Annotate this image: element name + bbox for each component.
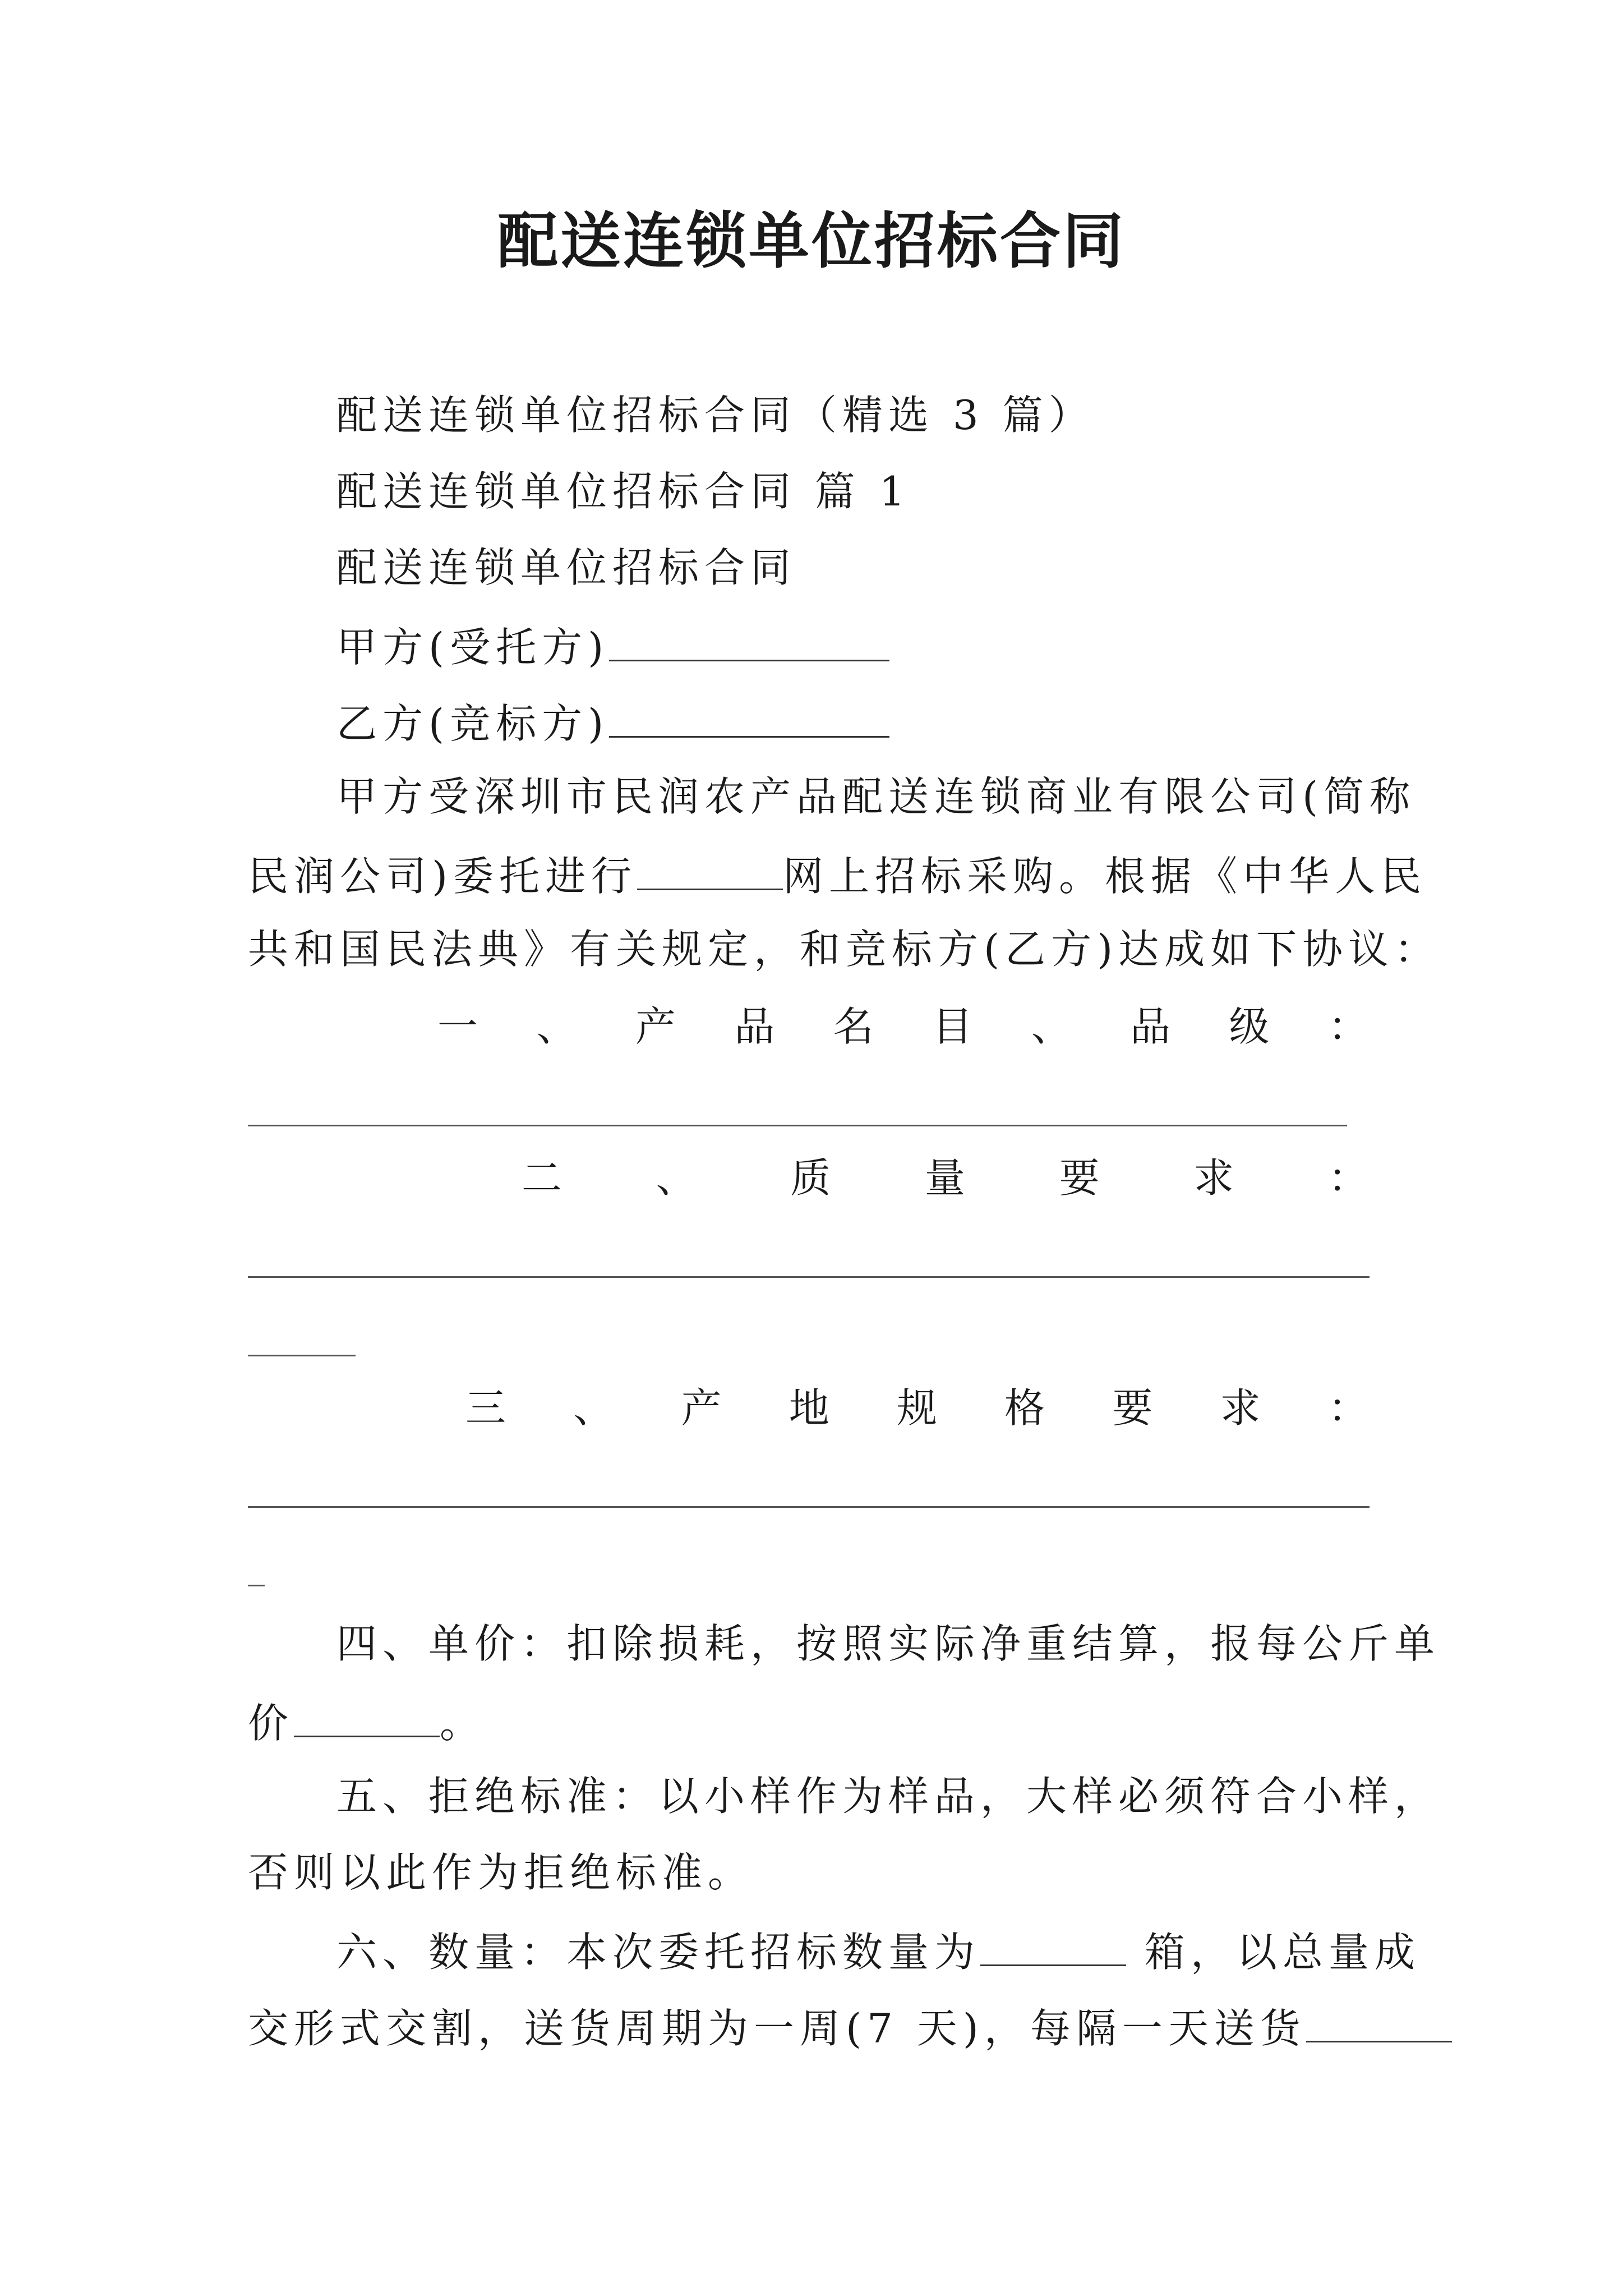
section-4-line-1: 四、单价：扣除损耗，按照实际净重结算，报每公斤单 bbox=[336, 1620, 1441, 1667]
section-4-line-2 bbox=[248, 1692, 486, 1751]
section-6-line-2 bbox=[248, 1997, 1452, 2056]
s2-heading-char: 求 bbox=[1193, 1154, 1234, 1202]
chapter-heading: 配送连锁单位招标合同 篇 1 bbox=[336, 468, 911, 515]
section-3-blank-line[interactable] bbox=[248, 1506, 1370, 1508]
project-blank[interactable] bbox=[637, 845, 783, 890]
section-2-blank-line-cont[interactable] bbox=[248, 1355, 356, 1356]
section-6-delivery-text: 交形式交割，送货周期为一周(7 天)，每隔一天送货 bbox=[248, 2005, 1306, 2052]
s1-heading-char: 目 bbox=[932, 1003, 973, 1050]
s2-heading-char: 要 bbox=[1059, 1154, 1100, 1202]
party-b-blank[interactable] bbox=[609, 692, 889, 738]
contract-name: 配送连锁单位招标合同 bbox=[336, 544, 797, 591]
party-a-label: 甲方(受托方) bbox=[336, 624, 610, 671]
paragraph-1-text-cont: 网上招标采购。根据《中华人民 bbox=[783, 853, 1427, 900]
s3-heading-char: 求 bbox=[1220, 1384, 1261, 1432]
s3-heading-char: ： bbox=[1327, 1384, 1368, 1432]
s3-heading-char: 规 bbox=[896, 1384, 937, 1432]
s1-heading-char: 品 bbox=[734, 1003, 775, 1050]
section-3-blank-line-cont[interactable] bbox=[248, 1585, 265, 1586]
s3-heading-char: 产 bbox=[681, 1384, 722, 1432]
section-4-text: 价 bbox=[248, 1700, 294, 1747]
section-3-heading bbox=[465, 1380, 1368, 1436]
section-2-blank-line[interactable] bbox=[248, 1276, 1370, 1278]
s1-heading-char: 品 bbox=[1130, 1003, 1171, 1050]
party-a-blank[interactable] bbox=[609, 616, 889, 661]
section-6-line-1 bbox=[336, 1921, 1421, 1980]
section-1-blank-line[interactable] bbox=[248, 1125, 1347, 1126]
unit-price-blank[interactable] bbox=[294, 1692, 440, 1737]
s3-heading-char: 要 bbox=[1112, 1384, 1153, 1432]
s1-heading-char: 、 bbox=[1031, 1003, 1072, 1050]
paragraph-1-line-2 bbox=[248, 845, 1427, 904]
subtitle-line: 配送连锁单位招标合同（精选 3 篇） bbox=[336, 392, 1095, 439]
s1-heading-char: 名 bbox=[833, 1003, 874, 1050]
s1-heading-char: ： bbox=[1327, 1003, 1368, 1050]
s2-heading-char: 二 bbox=[522, 1154, 562, 1202]
section-6-text-cont: 箱，以总量成 bbox=[1126, 1929, 1421, 1976]
section-5-line-2: 否则以此作为拒绝标准。 bbox=[248, 1849, 754, 1896]
s3-heading-char: 格 bbox=[1004, 1384, 1045, 1432]
s1-heading-char: 、 bbox=[536, 1003, 577, 1050]
s1-heading-char: 产 bbox=[635, 1003, 676, 1050]
section-1-heading bbox=[437, 999, 1368, 1055]
s2-heading-char: 质 bbox=[790, 1154, 831, 1202]
section-2-heading bbox=[522, 1150, 1368, 1206]
paragraph-1-text: 民润公司)委托进行 bbox=[248, 853, 638, 900]
delivery-blank[interactable] bbox=[1306, 1997, 1452, 2042]
party-a-line bbox=[336, 616, 889, 675]
s2-heading-char: 量 bbox=[924, 1154, 965, 1202]
paragraph-1-line-3: 共和国民法典》有关规定，和竞标方(乙方)达成如下协议： bbox=[248, 926, 1441, 973]
s3-heading-char: 、 bbox=[573, 1384, 614, 1432]
s1-heading-char: 级 bbox=[1229, 1003, 1270, 1050]
section-4-period: 。 bbox=[440, 1700, 486, 1747]
s2-heading-char: ： bbox=[1327, 1154, 1368, 1202]
party-b-label: 乙方(竞标方) bbox=[336, 700, 610, 747]
section-5-line-1: 五、拒绝标准：以小样作为样品，大样必须符合小样， bbox=[336, 1773, 1441, 1820]
s2-heading-char: 、 bbox=[656, 1154, 697, 1202]
s1-heading-char: 一 bbox=[437, 1003, 478, 1050]
section-6-text: 六、数量：本次委托招标数量为 bbox=[336, 1929, 981, 1976]
paragraph-1-line-1: 甲方受深圳市民润农产品配送连锁商业有限公司(简称 bbox=[336, 773, 1416, 820]
document-title: 配送连锁单位招标合同 bbox=[497, 206, 1126, 277]
party-b-line bbox=[336, 692, 889, 752]
quantity-blank[interactable] bbox=[980, 1921, 1126, 1966]
s3-heading-char: 地 bbox=[789, 1384, 829, 1432]
s3-heading-char: 三 bbox=[465, 1384, 506, 1432]
